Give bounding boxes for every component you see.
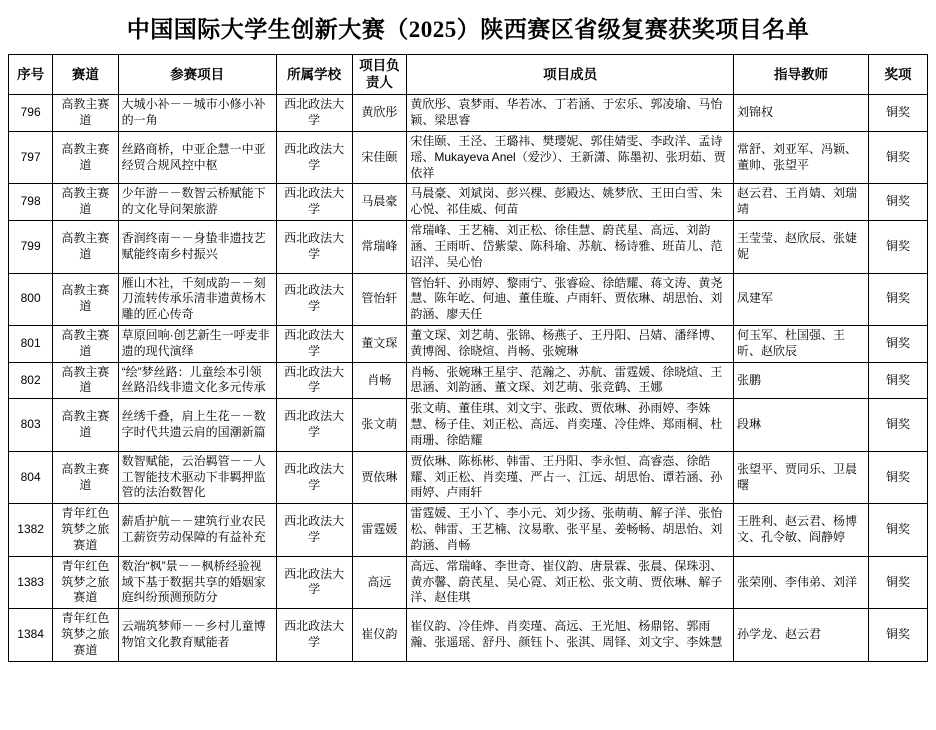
cell-track: 高教主赛道 bbox=[53, 184, 118, 221]
cell-no: 796 bbox=[9, 95, 53, 132]
cell-project: 云端筑梦师－－乡村儿童博物馆文化教育赋能者 bbox=[118, 609, 276, 661]
cell-track: 高教主赛道 bbox=[53, 95, 118, 132]
cell-project: 少年游－－数智云桥赋能下的文化导问架旅游 bbox=[118, 184, 276, 221]
column-header-award: 奖项 bbox=[868, 54, 927, 95]
cell-leader: 常瑞峰 bbox=[352, 221, 407, 273]
cell-leader: 黄欣彤 bbox=[352, 95, 407, 132]
cell-award: 铜奖 bbox=[868, 184, 927, 221]
cell-track: 高教主赛道 bbox=[53, 221, 118, 273]
cell-leader: 张文萌 bbox=[352, 399, 407, 451]
cell-no: 1383 bbox=[9, 556, 53, 608]
cell-track: 青年红色筑梦之旅赛道 bbox=[53, 609, 118, 661]
table-row bbox=[9, 609, 928, 661]
cell-school: 西北政法大学 bbox=[276, 556, 352, 608]
cell-project: 大城小补－－城市小修小补的一角 bbox=[118, 95, 276, 132]
column-header-project: 参赛项目 bbox=[118, 54, 276, 95]
cell-no: 1384 bbox=[9, 609, 53, 661]
cell-members: 张文萌、董佳琪、刘文宇、张政、贾依琳、孙雨婷、李姝慧、杨子佳、刘正松、高远、肖奕瑾、冷佳烨、郑雨桐、杜雨珊、徐皓耀 bbox=[407, 399, 734, 451]
column-header-teachers: 指导教师 bbox=[734, 54, 869, 95]
cell-no: 798 bbox=[9, 184, 53, 221]
cell-school: 西北政法大学 bbox=[276, 451, 352, 503]
cell-no: 803 bbox=[9, 399, 53, 451]
cell-no: 1382 bbox=[9, 504, 53, 556]
cell-project: 丝绣千叠，肩上生花－－数字时代共遗云肩的国潮新篇 bbox=[118, 399, 276, 451]
cell-members: 崔仪韵、冷佳烨、肖奕瑾、高远、王光旭、杨鼎铭、郭雨瀚、张遥瑶、舒丹、颜钰卜、张淇、周铎、刘文宇、李姝慧 bbox=[407, 609, 734, 661]
table-row bbox=[9, 504, 928, 556]
cell-teachers: 段琳 bbox=[734, 399, 869, 451]
column-header-track: 赛道 bbox=[53, 54, 118, 95]
table-row bbox=[9, 273, 928, 325]
cell-teachers: 张荣刚、李伟弟、刘洋 bbox=[734, 556, 869, 608]
cell-leader: 管怡轩 bbox=[352, 273, 407, 325]
table-row bbox=[9, 95, 928, 132]
table-row bbox=[9, 325, 928, 362]
cell-school: 西北政法大学 bbox=[276, 362, 352, 399]
cell-school: 西北政法大学 bbox=[276, 325, 352, 362]
cell-leader: 马晨豪 bbox=[352, 184, 407, 221]
cell-no: 804 bbox=[9, 451, 53, 503]
cell-track: 高教主赛道 bbox=[53, 325, 118, 362]
cell-project: 香润终南－－身蛰非遗技艺赋能终南乡村振兴 bbox=[118, 221, 276, 273]
cell-award: 铜奖 bbox=[868, 325, 927, 362]
cell-project: 草原回响·创艺新生一呼麦非遗的现代演绎 bbox=[118, 325, 276, 362]
table-row bbox=[9, 556, 928, 608]
cell-leader: 崔仪韵 bbox=[352, 609, 407, 661]
cell-teachers: 凤建军 bbox=[734, 273, 869, 325]
table-row bbox=[9, 131, 928, 183]
cell-leader: 董文琛 bbox=[352, 325, 407, 362]
cell-members: 马晨豪、刘斌岗、彭兴棵、彭殿达、姚梦欣、王田白雪、朱心悦、祁佳威、何苗 bbox=[407, 184, 734, 221]
cell-no: 799 bbox=[9, 221, 53, 273]
cell-teachers: 孙学龙、赵云君 bbox=[734, 609, 869, 661]
cell-track: 高教主赛道 bbox=[53, 131, 118, 183]
cell-leader: 高远 bbox=[352, 556, 407, 608]
cell-award: 铜奖 bbox=[868, 609, 927, 661]
cell-leader: 肖畅 bbox=[352, 362, 407, 399]
cell-no: 801 bbox=[9, 325, 53, 362]
cell-school: 西北政法大学 bbox=[276, 131, 352, 183]
cell-teachers: 王胜利、赵云君、杨博文、孔令敏、阎静婷 bbox=[734, 504, 869, 556]
cell-school: 西北政法大学 bbox=[276, 221, 352, 273]
cell-no: 800 bbox=[9, 273, 53, 325]
cell-project: 数治“枫”景－－枫桥经验视域下基于数据共享的婚姻家庭纠纷预测预防分 bbox=[118, 556, 276, 608]
cell-members: 常瑞峰、王艺楠、刘正松、徐佳慧、蔚芪星、高远、刘韵涵、王雨昕、岱紫蒙、陈科瑜、苏航、杨诗雅、班苗儿、范诏洋、吴心怡 bbox=[407, 221, 734, 273]
cell-award: 铜奖 bbox=[868, 362, 927, 399]
cell-track: 高教主赛道 bbox=[53, 399, 118, 451]
cell-track: 高教主赛道 bbox=[53, 451, 118, 503]
cell-track: 青年红色筑梦之旅赛道 bbox=[53, 504, 118, 556]
cell-award: 铜奖 bbox=[868, 273, 927, 325]
table-row bbox=[9, 451, 928, 503]
table-header-row bbox=[9, 54, 928, 95]
cell-members: 雷霆媛、王小丫、李小元、刘少扬、张萌萌、解子洋、张怡松、韩雷、王艺楠、汶易歌、张平星、姜畅畅、胡思怡、刘韵涵、肖畅 bbox=[407, 504, 734, 556]
cell-teachers: 何玉军、杜国强、王昕、赵欣辰 bbox=[734, 325, 869, 362]
cell-award: 铜奖 bbox=[868, 399, 927, 451]
column-header-members: 项目成员 bbox=[407, 54, 734, 95]
cell-teachers: 张鹏 bbox=[734, 362, 869, 399]
cell-members: 黄欣彤、袁梦雨、华若冰、丁若涵、于宏乐、郭凌瑜、马怡颖、梁思睿 bbox=[407, 95, 734, 132]
cell-project: 丝路商桥，中亚企慧一中亚经贸合规风控中枢 bbox=[118, 131, 276, 183]
cell-award: 铜奖 bbox=[868, 504, 927, 556]
cell-project: “绘”梦丝路：儿童绘本引领丝路沿线非遗文化多元传承 bbox=[118, 362, 276, 399]
cell-no: 802 bbox=[9, 362, 53, 399]
cell-school: 西北政法大学 bbox=[276, 609, 352, 661]
cell-school: 西北政法大学 bbox=[276, 504, 352, 556]
table-row bbox=[9, 184, 928, 221]
cell-track: 高教主赛道 bbox=[53, 362, 118, 399]
cell-track: 青年红色筑梦之旅赛道 bbox=[53, 556, 118, 608]
cell-members: 高远、常瑞峰、李世奇、崔仪韵、唐景霖、张晨、保珠羽、黄亦馨、蔚芪星、吴心霓、刘正松、张文萌、贾依琳、解子洋、赵佳琪 bbox=[407, 556, 734, 608]
cell-leader: 雷霆媛 bbox=[352, 504, 407, 556]
table-row bbox=[9, 399, 928, 451]
cell-school: 西北政法大学 bbox=[276, 95, 352, 132]
cell-members: 宋佳颐、王泾、王璐祎、樊璎妮、郭佳婧雯、李政洋、孟诗瑶、Mukayeva Anel（爱沙）、王新潇、陈墨初、张玥茹、贾依祥 bbox=[407, 131, 734, 183]
cell-members: 贾依琳、陈栎彬、韩雷、王丹阳、李永恒、高睿悫、徐皓耀、刘正松、肖奕瑾、严占一、江远、胡思怡、谭若涵、孙雨婷、卢雨轩 bbox=[407, 451, 734, 503]
cell-members: 董文琛、刘艺萌、张锦、杨燕子、王丹阳、吕婧、潘绎博、黄博阁、徐晓煊、肖畅、张婉琳 bbox=[407, 325, 734, 362]
cell-school: 西北政法大学 bbox=[276, 184, 352, 221]
cell-members: 管怡轩、孙雨婷、黎雨宁、张睿硷、徐皓耀、蒋文涛、黄尧慧、陈年屹、何迪、董佳璇、卢雨轩、贾依琳、胡思怡、刘韵涵、廖天任 bbox=[407, 273, 734, 325]
cell-no: 797 bbox=[9, 131, 53, 183]
cell-teachers: 张望平、贾同乐、卫晨曙 bbox=[734, 451, 869, 503]
cell-leader: 贾依琳 bbox=[352, 451, 407, 503]
page-title: 中国国际大学生创新大赛（2025）陕西赛区省级复赛获奖项目名单 bbox=[126, 17, 810, 42]
column-header-school: 所属学校 bbox=[276, 54, 352, 95]
cell-track: 高教主赛道 bbox=[53, 273, 118, 325]
cell-teachers: 赵云君、王肖婧、刘瑞靖 bbox=[734, 184, 869, 221]
cell-project: 雁山木社，千刻成韵－－刻刀流转传承乐清非遗黄杨木雕的匠心传奇 bbox=[118, 273, 276, 325]
cell-leader: 宋佳颐 bbox=[352, 131, 407, 183]
cell-award: 铜奖 bbox=[868, 131, 927, 183]
cell-teachers: 王莹莹、赵欣辰、张婕妮 bbox=[734, 221, 869, 273]
table-row bbox=[9, 362, 928, 399]
cell-school: 西北政法大学 bbox=[276, 399, 352, 451]
table-row bbox=[9, 221, 928, 273]
cell-award: 铜奖 bbox=[868, 221, 927, 273]
cell-award: 铜奖 bbox=[868, 556, 927, 608]
cell-members: 肖畅、张婉琳王星宇、范瀚之、苏航、雷霆媛、徐晓煊、王思涵、刘韵涵、董文琛、刘艺萌、张竞鹤、王娜 bbox=[407, 362, 734, 399]
cell-teachers: 常舒、刘亚军、冯颖、董帅、张望平 bbox=[734, 131, 869, 183]
cell-project: 薪盾护航－－建筑行业农民工薪资劳动保障的有益补充 bbox=[118, 504, 276, 556]
column-header-no: 序号 bbox=[9, 54, 53, 95]
cell-award: 铜奖 bbox=[868, 95, 927, 132]
cell-award: 铜奖 bbox=[868, 451, 927, 503]
column-header-leader: 项目负责人 bbox=[352, 54, 407, 95]
cell-teachers: 刘锦权 bbox=[734, 95, 869, 132]
award-list-table bbox=[8, 54, 928, 662]
cell-project: 数智赋能，云治羁管－－人工智能技术驱动下非羁押监管的法治数智化 bbox=[118, 451, 276, 503]
cell-school: 西北政法大学 bbox=[276, 273, 352, 325]
